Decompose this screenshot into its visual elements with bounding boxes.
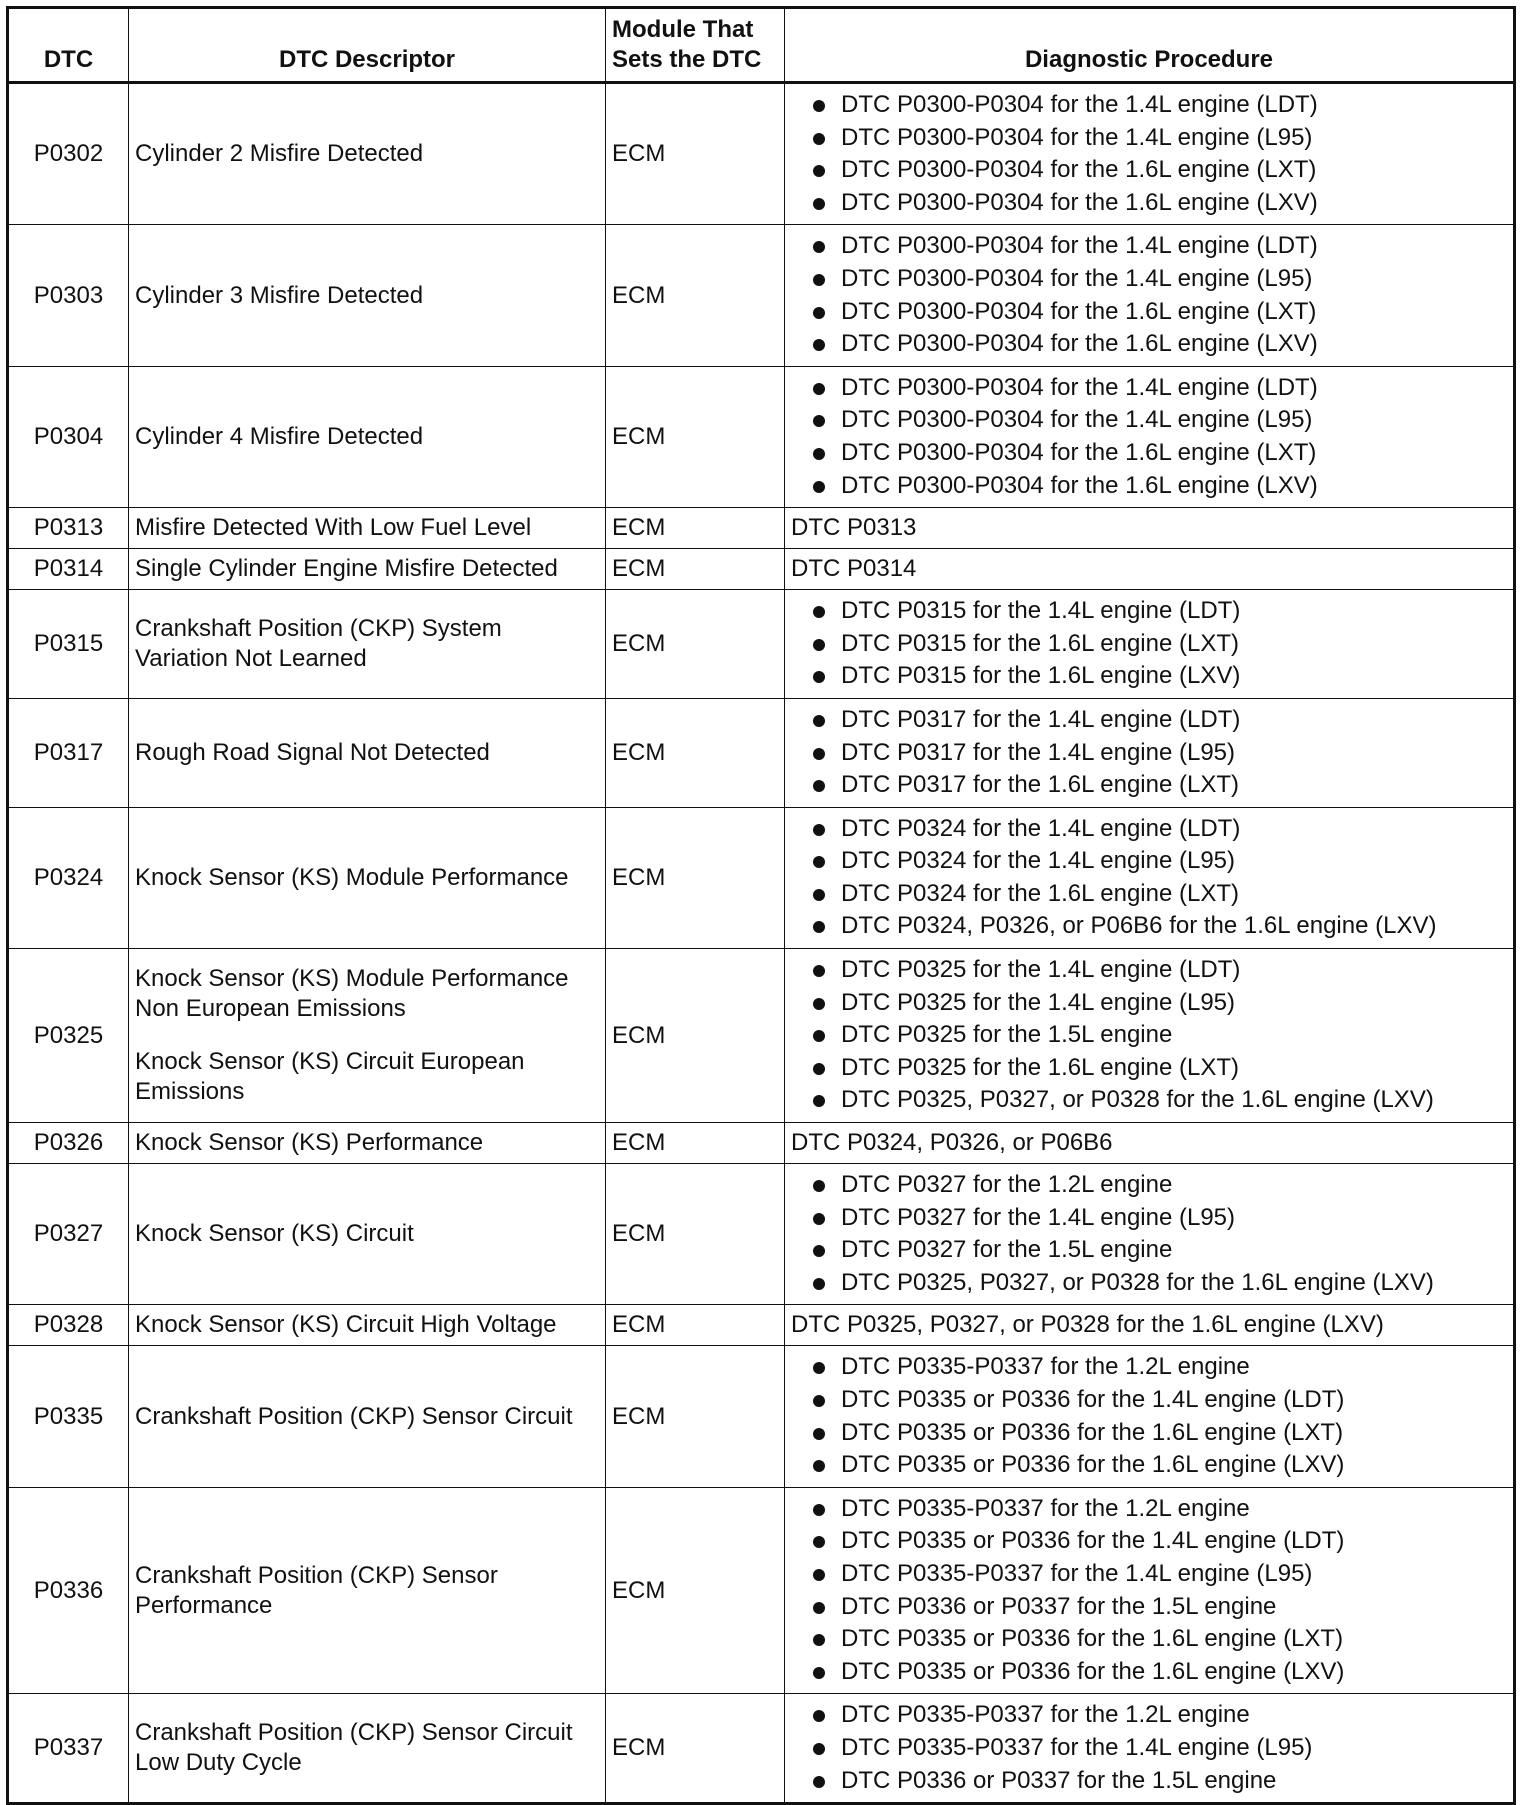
- dtc-descriptor: [129, 590, 606, 699]
- procedure-cell: [785, 590, 1515, 699]
- table-row: [8, 590, 1515, 699]
- procedure-link[interactable]: DTC P0315 for the 1.6L engine (LXV): [813, 660, 1507, 693]
- module-cell: ECM: [606, 949, 785, 1123]
- procedure-link[interactable]: DTC P0300-P0304 for the 1.4L engine (LDT): [813, 372, 1507, 405]
- procedure-link[interactable]: DTC P0325, P0327, or P0328 for the 1.6L engine (LXV): [813, 1084, 1507, 1117]
- dtc-code: P0315: [8, 590, 129, 699]
- dtc-descriptor: [129, 1694, 606, 1804]
- procedure-link[interactable]: DTC P0324, P0326, or P06B6 for the 1.6L engine (LXV): [813, 910, 1507, 943]
- table-row: [8, 949, 1515, 1123]
- dtc-descriptor: [129, 807, 606, 948]
- descriptor-text: Knock Sensor (KS) Performance: [135, 1129, 484, 1157]
- header-procedure: Diagnostic Procedure: [785, 8, 1515, 83]
- descriptor-text: Crankshaft Position (CKP) Sensor Circuit: [135, 1402, 573, 1430]
- procedure-cell: [785, 807, 1515, 948]
- procedure-list: [791, 367, 1507, 507]
- procedure-link[interactable]: DTC P0325 for the 1.4L engine (LDT): [813, 954, 1507, 987]
- table-row: [8, 549, 1515, 590]
- procedure-link[interactable]: DTC P0327 for the 1.4L engine (L95): [813, 1202, 1507, 1235]
- descriptor-text: Crankshaft Position (CKP) Sensor Circuit Low Duty Cycle: [135, 1719, 573, 1777]
- table-row: [8, 1487, 1515, 1694]
- procedure-list: [791, 1694, 1507, 1802]
- dtc-code: P0313: [8, 508, 129, 549]
- dtc-descriptor: [129, 698, 606, 807]
- procedure-link[interactable]: DTC P0335 or P0336 for the 1.4L engine (LDT): [813, 1384, 1507, 1417]
- module-cell: ECM: [606, 508, 785, 549]
- procedure-link[interactable]: DTC P0317 for the 1.4L engine (LDT): [813, 704, 1507, 737]
- descriptor-text: Knock Sensor (KS) Module Performance: [135, 863, 569, 891]
- procedure-link[interactable]: DTC P0335 or P0336 for the 1.6L engine (LXV): [813, 1449, 1507, 1482]
- dtc-code: P0325: [8, 949, 129, 1123]
- table-row: [8, 807, 1515, 948]
- header-module: [606, 8, 785, 83]
- procedure-link[interactable]: DTC P0300-P0304 for the 1.6L engine (LXT): [813, 154, 1507, 187]
- dtc-code: P0303: [8, 225, 129, 366]
- procedure-cell: [785, 225, 1515, 366]
- procedure-link[interactable]: DTC P0313: [785, 508, 1515, 549]
- procedure-list: [791, 225, 1507, 365]
- descriptor-text: Knock Sensor (KS) Module Performance Non European Emissions: [135, 965, 569, 1023]
- procedure-link[interactable]: DTC P0300-P0304 for the 1.4L engine (L95): [813, 122, 1507, 155]
- procedure-cell: [785, 1346, 1515, 1487]
- procedure-link[interactable]: DTC P0327 for the 1.5L engine: [813, 1234, 1507, 1267]
- module-cell: ECM: [606, 807, 785, 948]
- procedure-cell: [785, 83, 1515, 225]
- procedure-list: [791, 1346, 1507, 1486]
- procedure-link[interactable]: DTC P0300-P0304 for the 1.6L engine (LXV): [813, 187, 1507, 220]
- procedure-list: [791, 808, 1507, 948]
- procedure-link[interactable]: DTC P0300-P0304 for the 1.6L engine (LXV): [813, 470, 1507, 503]
- procedure-link[interactable]: DTC P0324 for the 1.4L engine (L95): [813, 845, 1507, 878]
- procedure-link[interactable]: DTC P0335-P0337 for the 1.4L engine (L95): [813, 1558, 1507, 1591]
- table-row: [8, 366, 1515, 507]
- module-cell: ECM: [606, 1346, 785, 1487]
- procedure-link[interactable]: DTC P0335 or P0336 for the 1.6L engine (LXT): [813, 1623, 1507, 1656]
- procedure-cell: [785, 949, 1515, 1123]
- descriptor-text: Crankshaft Position (CKP) System Variation Not Learned: [135, 615, 502, 673]
- procedure-cell: [785, 698, 1515, 807]
- procedure-link[interactable]: DTC P0325, P0327, or P0328 for the 1.6L engine (LXV): [813, 1267, 1507, 1300]
- procedure-link[interactable]: DTC P0325, P0327, or P0328 for the 1.6L engine (LXV): [785, 1305, 1515, 1346]
- procedure-link[interactable]: DTC P0335 or P0336 for the 1.6L engine (LXV): [813, 1656, 1507, 1689]
- descriptor-text: Rough Road Signal Not Detected: [135, 738, 490, 766]
- procedure-list: [791, 1164, 1507, 1304]
- procedure-list: [791, 590, 1507, 698]
- procedure-list: [791, 949, 1507, 1122]
- module-cell: ECM: [606, 1164, 785, 1305]
- module-cell: ECM: [606, 698, 785, 807]
- dtc-code: P0337: [8, 1694, 129, 1804]
- module-cell: ECM: [606, 366, 785, 507]
- table-row: [8, 1305, 1515, 1346]
- descriptor-text: Knock Sensor (KS) Circuit European Emissions: [135, 1048, 525, 1106]
- module-cell: ECM: [606, 83, 785, 225]
- table-row: [8, 1346, 1515, 1487]
- procedure-list: [791, 1488, 1507, 1694]
- descriptor-text: Cylinder 3 Misfire Detected: [135, 281, 424, 309]
- procedure-cell: [785, 1164, 1515, 1305]
- dtc-descriptor: [129, 1346, 606, 1487]
- table-row: [8, 1694, 1515, 1804]
- dtc-code: P0326: [8, 1123, 129, 1164]
- procedure-link[interactable]: DTC P0335-P0337 for the 1.2L engine: [813, 1699, 1507, 1732]
- descriptor-text: Single Cylinder Engine Misfire Detected: [135, 555, 558, 583]
- module-cell: ECM: [606, 1694, 785, 1804]
- procedure-link[interactable]: DTC P0300-P0304 for the 1.4L engine (L95): [813, 263, 1507, 296]
- procedure-link[interactable]: DTC P0336 or P0337 for the 1.5L engine: [813, 1765, 1507, 1798]
- dtc-descriptor: [129, 1164, 606, 1305]
- dtc-descriptor: [129, 549, 606, 590]
- dtc-descriptor: [129, 1305, 606, 1346]
- procedure-list: [791, 84, 1507, 224]
- dtc-descriptor: [129, 508, 606, 549]
- procedure-link[interactable]: DTC P0336 or P0337 for the 1.5L engine: [813, 1591, 1507, 1624]
- procedure-link[interactable]: DTC P0300-P0304 for the 1.6L engine (LXT): [813, 296, 1507, 329]
- procedure-cell: [785, 1487, 1515, 1694]
- dtc-code: P0304: [8, 366, 129, 507]
- dtc-code: P0317: [8, 698, 129, 807]
- descriptor-text: Crankshaft Position (CKP) Sensor Performance: [135, 1561, 498, 1619]
- descriptor-text: Knock Sensor (KS) Circuit High Voltage: [135, 1311, 557, 1339]
- procedure-cell: [785, 1694, 1515, 1804]
- procedure-link[interactable]: DTC P0335-P0337 for the 1.2L engine: [813, 1493, 1507, 1526]
- module-cell: ECM: [606, 549, 785, 590]
- procedure-list: [791, 699, 1507, 807]
- dtc-code: P0335: [8, 1346, 129, 1487]
- dtc-table-container: [6, 6, 1513, 1805]
- table-row: [8, 83, 1515, 225]
- header-module-line2: Sets the DTC: [612, 46, 762, 73]
- descriptor-text: Knock Sensor (KS) Circuit: [135, 1220, 414, 1248]
- module-cell: ECM: [606, 225, 785, 366]
- procedure-cell: [785, 366, 1515, 507]
- procedure-link[interactable]: DTC P0317 for the 1.4L engine (L95): [813, 737, 1507, 770]
- header-module-line1: Module That: [612, 16, 754, 43]
- dtc-descriptor: [129, 949, 606, 1123]
- procedure-link[interactable]: DTC P0300-P0304 for the 1.4L engine (LDT): [813, 89, 1507, 122]
- procedure-link[interactable]: DTC P0325 for the 1.6L engine (LXT): [813, 1052, 1507, 1085]
- procedure-link[interactable]: DTC P0315 for the 1.6L engine (LXT): [813, 628, 1507, 661]
- procedure-link[interactable]: DTC P0315 for the 1.4L engine (LDT): [813, 595, 1507, 628]
- procedure-link[interactable]: DTC P0327 for the 1.2L engine: [813, 1169, 1507, 1202]
- table-row: [8, 698, 1515, 807]
- header-descriptor: DTC Descriptor: [129, 8, 606, 83]
- dtc-descriptor: [129, 1487, 606, 1694]
- dtc-descriptor: [129, 225, 606, 366]
- procedure-link[interactable]: DTC P0324 for the 1.6L engine (LXT): [813, 878, 1507, 911]
- dtc-code: P0328: [8, 1305, 129, 1346]
- procedure-link[interactable]: DTC P0325 for the 1.4L engine (L95): [813, 987, 1507, 1020]
- procedure-link[interactable]: DTC P0300-P0304 for the 1.4L engine (LDT): [813, 230, 1507, 263]
- table-row: [8, 1123, 1515, 1164]
- module-cell: ECM: [606, 1305, 785, 1346]
- procedure-link[interactable]: DTC P0324, P0326, or P06B6: [785, 1123, 1515, 1164]
- procedure-link[interactable]: DTC P0300-P0304 for the 1.4L engine (L95): [813, 404, 1507, 437]
- table-row: [8, 1164, 1515, 1305]
- module-cell: ECM: [606, 1487, 785, 1694]
- procedure-link[interactable]: DTC P0300-P0304 for the 1.6L engine (LXT): [813, 437, 1507, 470]
- procedure-link[interactable]: DTC P0335 or P0336 for the 1.6L engine (LXT): [813, 1417, 1507, 1450]
- dtc-code: P0324: [8, 807, 129, 948]
- dtc-code: P0336: [8, 1487, 129, 1694]
- descriptor-text: Cylinder 2 Misfire Detected: [135, 140, 424, 168]
- dtc-descriptor: [129, 366, 606, 507]
- table-header: [8, 8, 1515, 83]
- descriptor-text: Misfire Detected With Low Fuel Level: [135, 514, 532, 542]
- dtc-code: P0302: [8, 83, 129, 225]
- module-cell: ECM: [606, 1123, 785, 1164]
- dtc-code: P0327: [8, 1164, 129, 1305]
- header-row: [8, 8, 1515, 83]
- procedure-link[interactable]: DTC P0317 for the 1.6L engine (LXT): [813, 769, 1507, 802]
- table-row: [8, 508, 1515, 549]
- dtc-descriptor: [129, 83, 606, 225]
- dtc-table: [6, 6, 1516, 1805]
- dtc-code: P0314: [8, 549, 129, 590]
- module-cell: ECM: [606, 590, 785, 699]
- procedure-link[interactable]: DTC P0335-P0337 for the 1.4L engine (L95): [813, 1732, 1507, 1765]
- procedure-link[interactable]: DTC P0314: [785, 549, 1515, 590]
- table-body: [8, 83, 1515, 1804]
- procedure-link[interactable]: DTC P0335-P0337 for the 1.2L engine: [813, 1351, 1507, 1384]
- procedure-link[interactable]: DTC P0324 for the 1.4L engine (LDT): [813, 813, 1507, 846]
- procedure-link[interactable]: DTC P0325 for the 1.5L engine: [813, 1019, 1507, 1052]
- header-dtc: DTC: [8, 8, 129, 83]
- procedure-link[interactable]: DTC P0300-P0304 for the 1.6L engine (LXV): [813, 328, 1507, 361]
- dtc-descriptor: [129, 1123, 606, 1164]
- table-row: [8, 225, 1515, 366]
- descriptor-text: Cylinder 4 Misfire Detected: [135, 422, 424, 450]
- procedure-link[interactable]: DTC P0335 or P0336 for the 1.4L engine (LDT): [813, 1525, 1507, 1558]
